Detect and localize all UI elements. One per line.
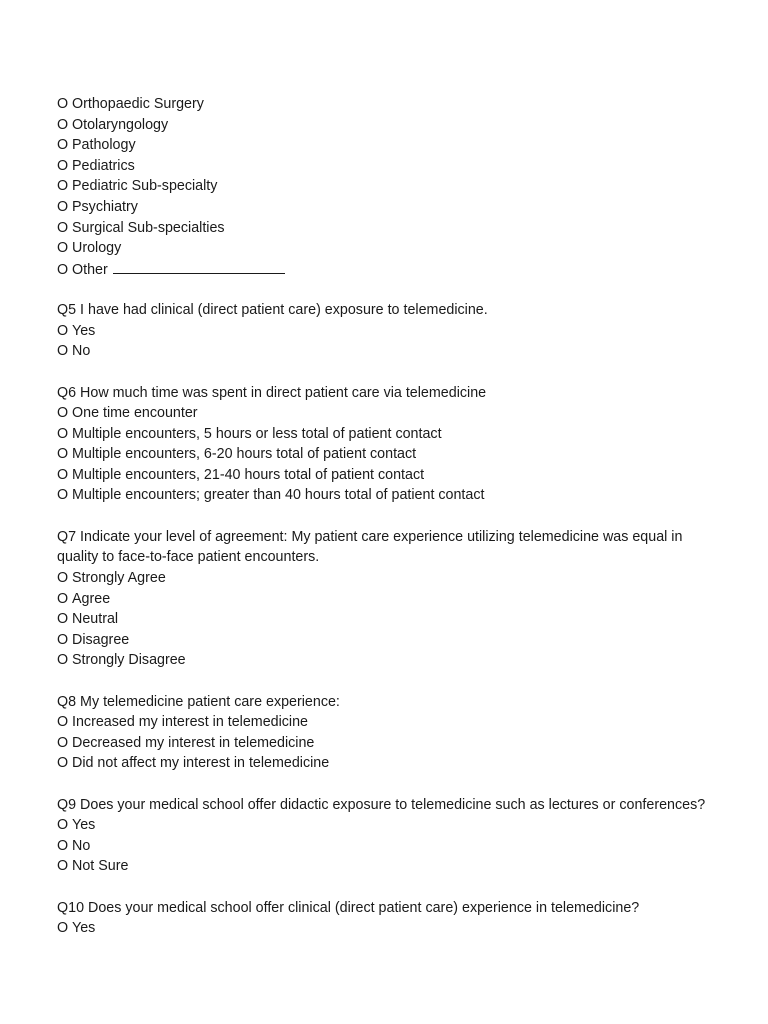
radio-circle-icon: O: [57, 837, 69, 854]
radio-circle-icon: O: [57, 219, 69, 236]
radio-circle-icon: O: [57, 487, 69, 504]
option-psychiatry: O Psychiatry: [57, 197, 737, 218]
question-q9: [57, 795, 737, 877]
option-item: O Strongly Disagree: [57, 650, 737, 671]
option-otolaryngology: O Otolaryngology: [57, 115, 737, 136]
question-text: Q7 Indicate your level of agreement: My patient care experience utilizing telemedicine was equal in quality to face-to-face patient encounters.: [57, 528, 683, 566]
radio-circle-icon: O: [57, 569, 69, 586]
option-yes: O Yes: [57, 815, 737, 836]
option-item: O One time encounter: [57, 403, 737, 424]
option-orthopaedic-surgery: O Orthopaedic Surgery: [57, 94, 737, 115]
radio-circle-icon: O: [57, 240, 69, 257]
other-blank-line: [113, 259, 285, 274]
option-item: O Disagree: [57, 630, 737, 651]
specialty-options: [57, 94, 737, 279]
question-text: Q8 My telemedicine patient care experience:: [57, 693, 340, 710]
radio-circle-icon: O: [57, 920, 69, 937]
radio-circle-icon: O: [57, 734, 69, 751]
radio-circle-icon: O: [57, 178, 69, 195]
radio-circle-icon: O: [57, 137, 69, 154]
option-item: O Multiple encounters, 6-20 hours total of patient contact: [57, 444, 737, 465]
survey-document: [57, 94, 737, 939]
radio-circle-icon: O: [57, 858, 69, 875]
option-item: O Neutral: [57, 609, 737, 630]
question-q8: [57, 692, 737, 774]
option-item: O Multiple encounters, 21-40 hours total of patient contact: [57, 465, 737, 486]
question-q5: [57, 300, 737, 362]
radio-circle-icon: O: [57, 96, 69, 112]
question-q7: [57, 527, 737, 671]
question-text: Q6 How much time was spent in direct patient care via telemedicine: [57, 384, 487, 401]
option-item: O Agree: [57, 589, 737, 610]
radio-circle-icon: O: [57, 405, 69, 422]
option-no: O No: [57, 836, 737, 857]
option-item: O Multiple encounters, 5 hours or less total of patient contact: [57, 424, 737, 445]
option-item: O Multiple encounters; greater than 40 hours total of patient contact: [57, 485, 737, 506]
option-item: O Decreased my interest in telemedicine: [57, 733, 737, 754]
radio-circle-icon: O: [57, 590, 69, 607]
radio-circle-icon: O: [57, 261, 69, 278]
option-surgical-sub-specialties: O Surgical Sub-specialties: [57, 218, 737, 239]
option-not-sure: O Not Sure: [57, 856, 737, 877]
question-text: Q9 Does your medical school offer didactic exposure to telemedicine such as lectures or conferences?: [57, 796, 706, 813]
radio-circle-icon: O: [57, 755, 69, 772]
radio-circle-icon: O: [57, 611, 69, 628]
radio-circle-icon: O: [57, 714, 69, 731]
option-yes: O Yes: [57, 918, 737, 939]
option-yes: O Yes: [57, 321, 737, 342]
option-item: O Increased my interest in telemedicine: [57, 712, 737, 733]
radio-circle-icon: O: [57, 198, 69, 215]
option-item: O Did not affect my interest in telemedicine: [57, 753, 737, 774]
option-pediatric-sub-specialty: O Pediatric Sub-specialty: [57, 176, 737, 197]
option-other: O Other: [57, 259, 737, 280]
option-pathology: O Pathology: [57, 135, 737, 156]
radio-circle-icon: O: [57, 322, 69, 339]
radio-circle-icon: O: [57, 446, 69, 463]
radio-circle-icon: O: [57, 157, 69, 174]
radio-circle-icon: O: [57, 817, 69, 834]
question-q10: [57, 898, 737, 939]
radio-circle-icon: O: [57, 466, 69, 483]
option-pediatrics: O Pediatrics: [57, 156, 737, 177]
radio-circle-icon: O: [57, 116, 69, 133]
question-text: Q10 Does your medical school offer clinical (direct patient care) experience in telemedicine?: [57, 899, 640, 916]
question-text: Q5 I have had clinical (direct patient care) exposure to telemedicine.: [57, 302, 488, 319]
option-item: O Strongly Agree: [57, 568, 737, 589]
radio-circle-icon: O: [57, 652, 69, 669]
question-q6: [57, 383, 737, 507]
option-urology: O Urology: [57, 238, 737, 259]
option-no: O No: [57, 341, 737, 362]
radio-circle-icon: O: [57, 425, 69, 442]
radio-circle-icon: O: [57, 631, 69, 648]
radio-circle-icon: O: [57, 343, 69, 360]
